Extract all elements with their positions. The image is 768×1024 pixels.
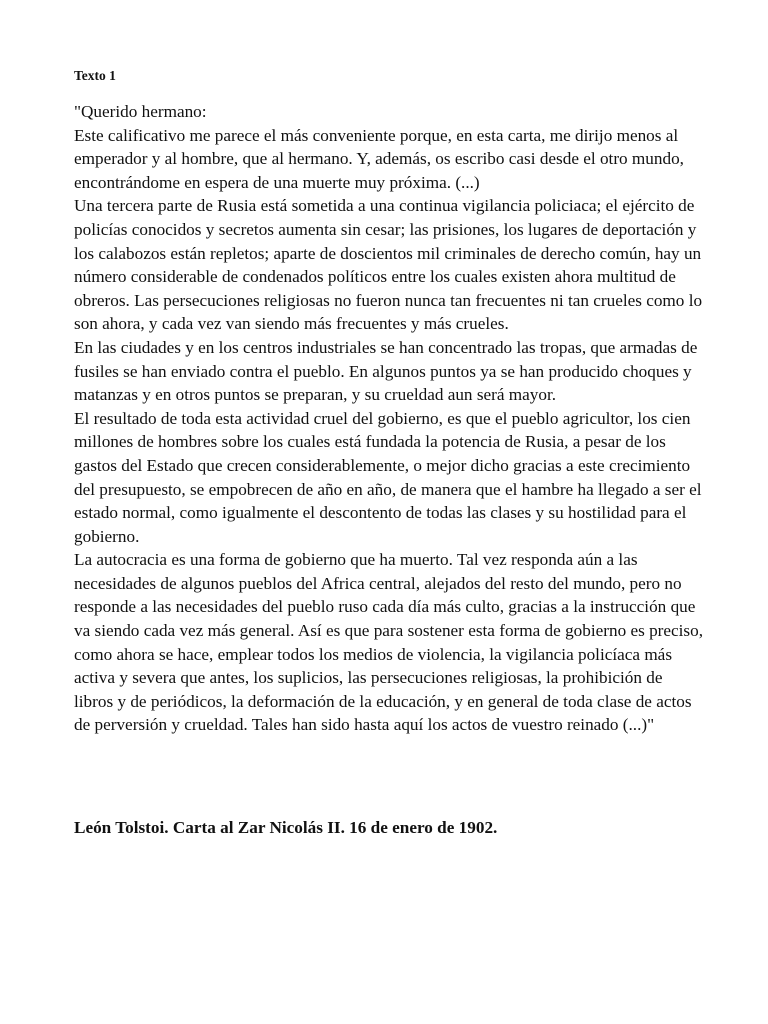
paragraph-5: La autocracia es una forma de gobierno que ha muerto. Tal vez responda aún a las necesidades de algunos pueblos del Africa central, alejados del resto del mundo, pero no responde a las necesidades del pueblo ruso cada día más culto, gracias a la instrucción que va siendo cada vez más general. Así es que para sostener esta forma de gobierno es preciso, como ahora se hace, emplear todos los medios de violencia, la vigilancia policíaca más activa y severa que antes, los suplicios, las persecuciones religiosas, la prohibición de libros y de periódicos, la deformación de la educación, y en general de toda clase de actos de perversión y crueldad. Tales han sido hasta aquí los actos de vuestro reinado (...)" (74, 550, 704, 735)
paragraph-3: En las ciudades y en los centros industriales se han concentrado las tropas, que armadas de fusiles se han enviado contra el pueblo. En algunos puntos ya se han producido choques y matanzas y en otros puntos se preparan, y su crueldad aun será mayor. (74, 337, 698, 405)
document-label: Texto 1 (74, 68, 116, 83)
paragraph-1: Este calificativo me parece el más conveniente porque, en esta carta, me dirijo menos al emperador y al hombre, que al hermano. Y, además, os escribo casi desde el otro mundo, encontrándome en espera de una muerte muy próxima. (...) (74, 125, 684, 192)
letter-body (74, 100, 704, 737)
source-citation: León Tolstoi. Carta al Zar Nicolás II. 16 de enero de 1902. (74, 818, 498, 837)
paragraph-4: El resultado de toda esta actividad cruel del gobierno, es que el pueblo agricultor, los cien millones de hombres sobre los cuales está fundada la potencia de Rusia, a pesar de los gastos del Estado que crecen considerablemente, o mejor dicho gracias a este crecimiento del presupuesto, se empobrecen de año en año, de manera que el hambre ha llegado a ser el estado normal, como igualmente el descontento de todas las clases y su hostilidad para el gobierno. (74, 408, 702, 546)
paragraph-2: Una tercera parte de Rusia está sometida a una continua vigilancia policiaca; el ejército de policías conocidos y secretos aumenta sin cesar; las prisiones, los lugares de deportación y los calabozos están repletos; aparte de doscientos mil criminales de derecho común, hay un número considerable de condenados políticos entre los cuales existen ahora multitud de obreros. Las persecuciones religiosas no fueron nunca tan frecuentes ni tan crueles como lo son ahora, y cada vez van siendo más frecuentes y más crueles. (74, 196, 703, 334)
paragraph-salutation: "Querido hermano: (74, 102, 207, 121)
